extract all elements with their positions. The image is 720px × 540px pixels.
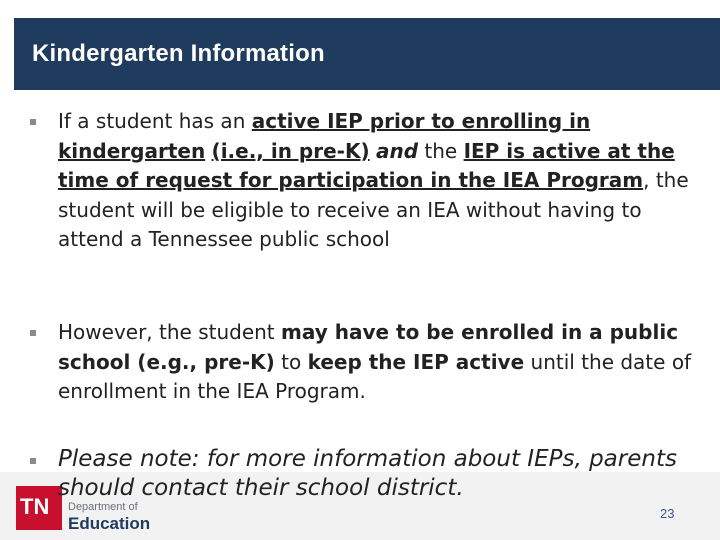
bullet-marker — [30, 458, 36, 464]
bullet-1-segment: IEP is active at the time of request for participation in the IEA Program — [58, 138, 675, 193]
bullet-item-3 — [30, 445, 700, 505]
bullet-1-segment: active IEP prior to enrolling in kindergarten — [58, 109, 591, 163]
bullet-2-segment: may have to be enrolled in a public school (e.g., pre-K) — [58, 320, 679, 374]
page-number: 23 — [660, 506, 675, 521]
bullet-text-3 — [58, 445, 700, 503]
bullet-2-segment: to — [274, 349, 308, 374]
bullet-item-1 — [30, 107, 700, 282]
bullet-2-segment: keep the IEP active — [307, 349, 525, 374]
bullet-2-segment: However, the student — [58, 320, 282, 344]
logo-education-text: Education — [68, 514, 151, 533]
slide-title: Kindergarten Information — [32, 40, 325, 67]
bullet-1-segment: the — [418, 138, 464, 163]
logo-department-text: Department of — [68, 501, 138, 513]
bullet-text-2 — [58, 318, 700, 407]
bullet-text-1 — [58, 107, 700, 255]
bullet-1-segment: , the student will be eligible to receive an IEA without having to attend a Tennessee public school — [58, 168, 689, 252]
bullet-marker — [30, 119, 36, 125]
bullet-3-segment: Please note: for more information about IEPs, parents should contact their school district. — [58, 446, 677, 501]
bullet-2-segment: until the date of enrollment in the IEA Program. — [58, 349, 692, 404]
bullet-item-2 — [30, 318, 700, 408]
tn-logo-text: TN — [20, 494, 50, 519]
bullet-1-segment: If a student has an — [58, 109, 252, 133]
bullet-1-segment: and — [375, 138, 419, 163]
bullet-1-segment: (i.e., in pre-K) — [211, 138, 370, 163]
bullet-marker — [30, 330, 36, 336]
